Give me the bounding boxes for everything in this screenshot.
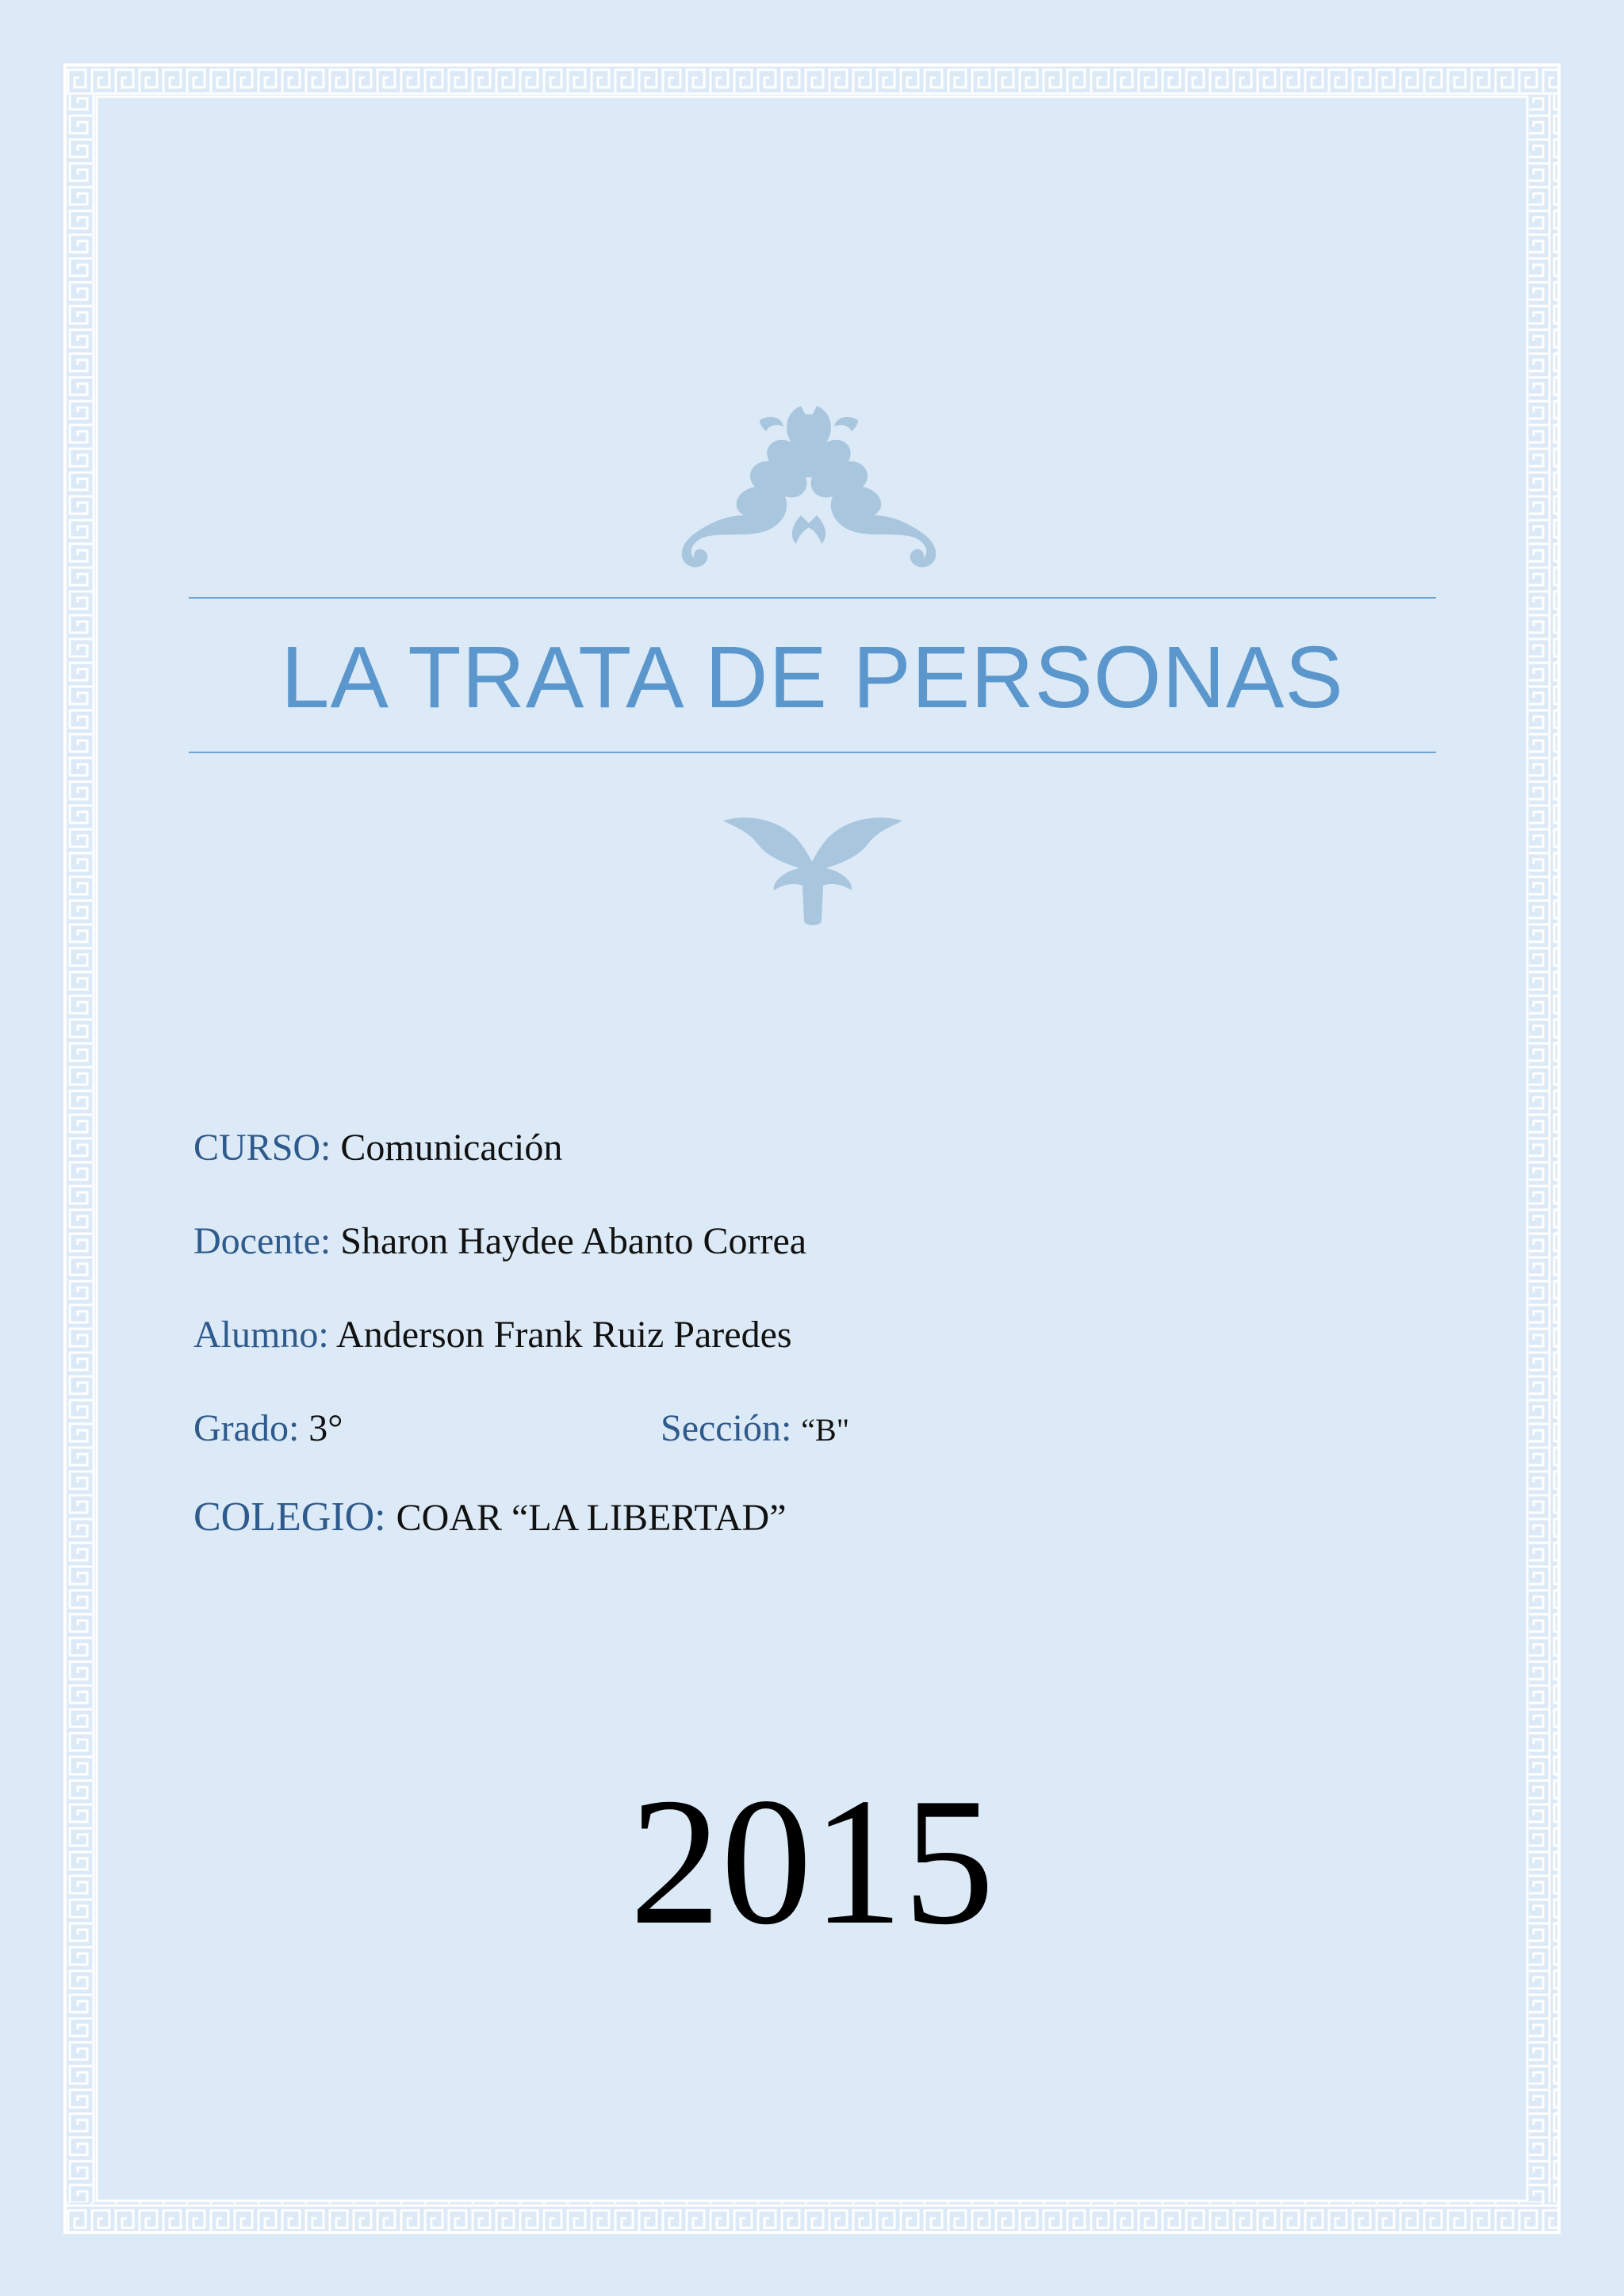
course-label: CURSO: [193,1127,331,1169]
section-label: Sección: [661,1407,792,1449]
school-label: COLEGIO: [193,1494,386,1540]
student-label: Alumno: [193,1314,329,1356]
school-value: COAR “LA LIBERTAD” [396,1497,787,1539]
floral-ornament-top [650,396,967,571]
year-text: 2015 [630,1760,994,1962]
grade-label: Grado: [193,1407,300,1449]
course-row [193,1124,562,1172]
grade-value: 3° [308,1407,343,1449]
leaf-ornament-bottom [722,813,904,928]
student-value: Anderson Frank Ruiz Paredes [336,1314,792,1356]
title-rule-top [189,597,1436,599]
student-row [193,1311,792,1359]
teacher-row [193,1218,806,1265]
grade-row [193,1405,343,1452]
title-rule-bottom [189,752,1436,753]
document-title: LA TRATA DE PERSONAS [281,629,1344,726]
teacher-label: Docente: [193,1220,331,1262]
course-value: Comunicación [340,1127,563,1169]
teacher-value: Sharon Haydee Abanto Correa [340,1220,807,1262]
school-row [193,1494,787,1542]
section-value: “B" [801,1412,850,1448]
section-row [661,1405,849,1454]
